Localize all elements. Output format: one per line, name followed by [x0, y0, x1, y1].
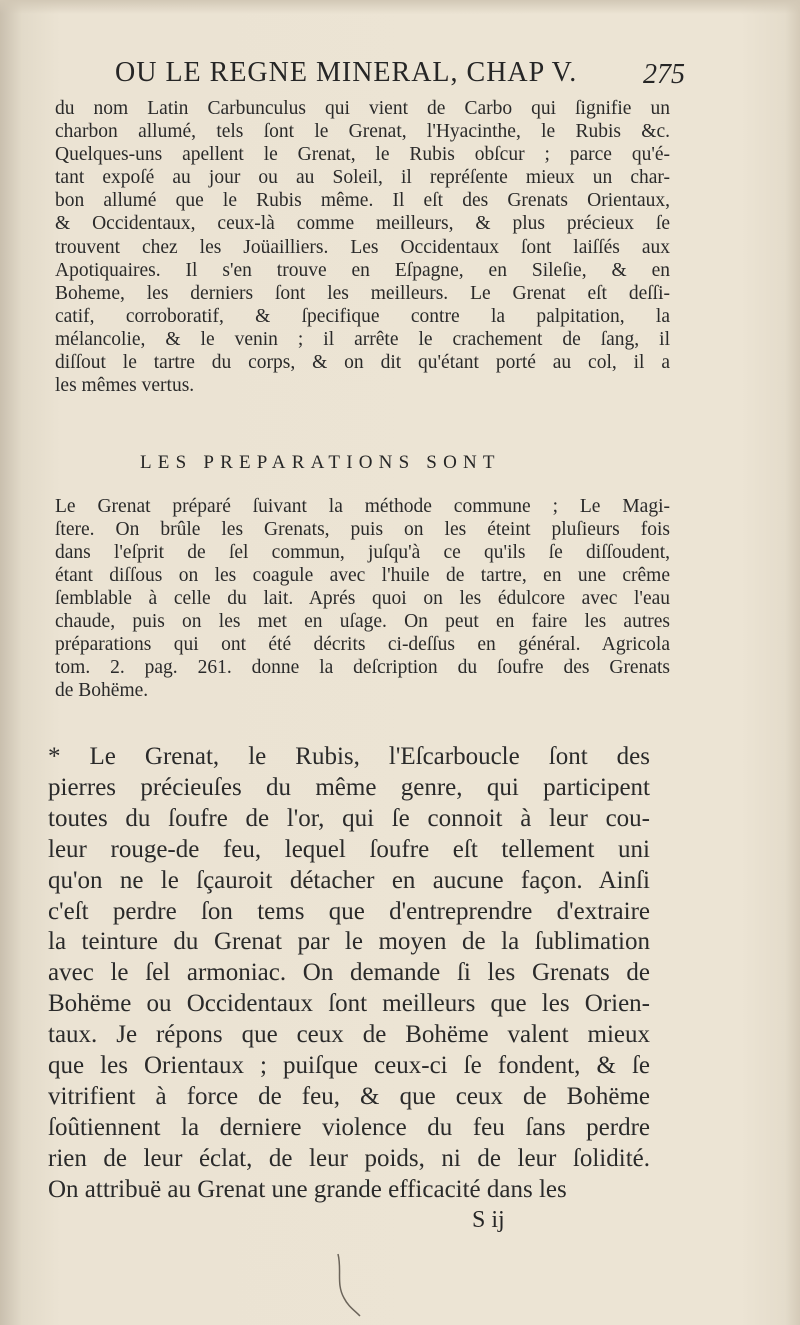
text-line: pierres précieuſes du même genre, qui participent [48, 773, 650, 801]
text-line: Le Grenat préparé ſuivant la méthode commune ; Le Magi- [55, 496, 670, 517]
text-line: les mêmes vertus. [55, 375, 195, 397]
text-line: tom. 2. pag. 261. donne la deſcription du ſoufre des Grenats [55, 657, 670, 678]
text-line: leur rouge-de feu, lequel ſoufre eſt tellement uni [48, 835, 650, 863]
text-line: préparations qui ont été décrits ci-deſſus en général. Agricola [55, 634, 670, 655]
page-edge-shadow [0, 0, 800, 14]
text-line: de Bohëme. [55, 680, 149, 701]
catchword-signature: S ij [472, 1207, 505, 1233]
text-line: Quelques-uns apellent le Grenat, le Rubis obſcur ; parce qu'é- [55, 144, 670, 166]
text-line: étant diſſous on les coagule avec l'huile de tartre, en une crême [55, 565, 670, 586]
text-line: Bohëme ou Occidentaux ſont meilleurs que les Orien- [48, 990, 650, 1018]
running-header [110, 57, 685, 95]
text-line: taux. Je répons que ceux de Bohëme valent mieux [48, 1021, 650, 1049]
text-line: toutes du ſoufre de l'or, qui ſe connoit à leur cou- [48, 804, 650, 832]
text-line: * Le Grenat, le Rubis, l'Eſcarboucle ſont des [48, 743, 650, 770]
page-number: 275 [643, 59, 685, 90]
text-line: la teinture du Grenat par le moyen de la ſublimation [48, 928, 650, 956]
text-line: avec le ſel armoniac. On demande ſi les Grenats de [48, 959, 650, 987]
text-line: vitrifient à force de feu, & que ceux de Bohëme [48, 1082, 650, 1110]
text-line: ſtere. On brûle les Grenats, puis on les éteint pluſieurs fois [55, 519, 670, 540]
text-line: dans l'eſprit de ſel commun, juſqu'à ce qu'ils ſe diſſoudent, [55, 542, 670, 563]
paper-tear-mark [330, 1250, 370, 1320]
text-line: bon allumé que le Rubis même. Il eſt des Grenats Orientaux, [55, 190, 670, 212]
text-line: Apotiquaires. Il s'en trouve en Eſpagne, en Sileſie, & en [55, 259, 670, 281]
text-line: On attribuë au Grenat une grande efficacité dans les [48, 1175, 567, 1203]
text-line: rien de leur éclat, de leur poids, ni de leur ſolidité. [48, 1144, 650, 1172]
section-heading: LES PREPARATIONS SONT [140, 452, 501, 473]
running-title: OU LE REGNE MINERAL, CHAP V. [115, 57, 578, 88]
paragraph-note [48, 742, 650, 1206]
text-line: ſemblable à celle du lait. Aprés quoi on les édulcore avec l'eau [55, 588, 670, 609]
paragraph-definition [55, 97, 670, 397]
text-line: mélancolie, & le venin ; il arrête le crachement de ſang, il [55, 328, 670, 350]
text-line: Boheme, les derniers ſont les meilleurs. Le Grenat eſt deſſi- [55, 282, 670, 304]
text-line: diſſout le tartre du corps, & on dit qu'étant porté au col, il a [55, 352, 670, 374]
text-line: catif, corroboratif, & ſpecifique contre la palpitation, la [55, 305, 670, 327]
paragraph-preparations [55, 495, 670, 702]
text-line: ſoûtiennent la derniere violence du feu ſans perdre [48, 1113, 650, 1141]
text-line: que les Orientaux ; puiſque ceux-ci ſe fondent, & ſe [48, 1052, 650, 1080]
text-line: tant expoſé au jour ou au Soleil, il repréſente mieux un char- [55, 167, 670, 189]
text-line: trouvent chez les Joüailliers. Les Occidentaux ſont laiſſés aux [55, 236, 670, 258]
text-line: du nom Latin Carbunculus qui vient de Carbo qui ſignifie un [55, 98, 670, 119]
text-line: chaude, puis on les met en uſage. On peut en faire les autres [55, 611, 670, 632]
text-line: qu'on ne le ſçauroit détacher en aucune façon. Ainſi [48, 866, 650, 894]
text-line: c'eſt perdre ſon tems que d'entreprendre d'extraire [48, 897, 650, 925]
text-line: & Occidentaux, ceux-là comme meilleurs, & plus précieux ſe [55, 213, 670, 235]
text-line: charbon allumé, tels ſont le Grenat, l'Hyacinthe, le Rubis &c. [55, 121, 670, 143]
